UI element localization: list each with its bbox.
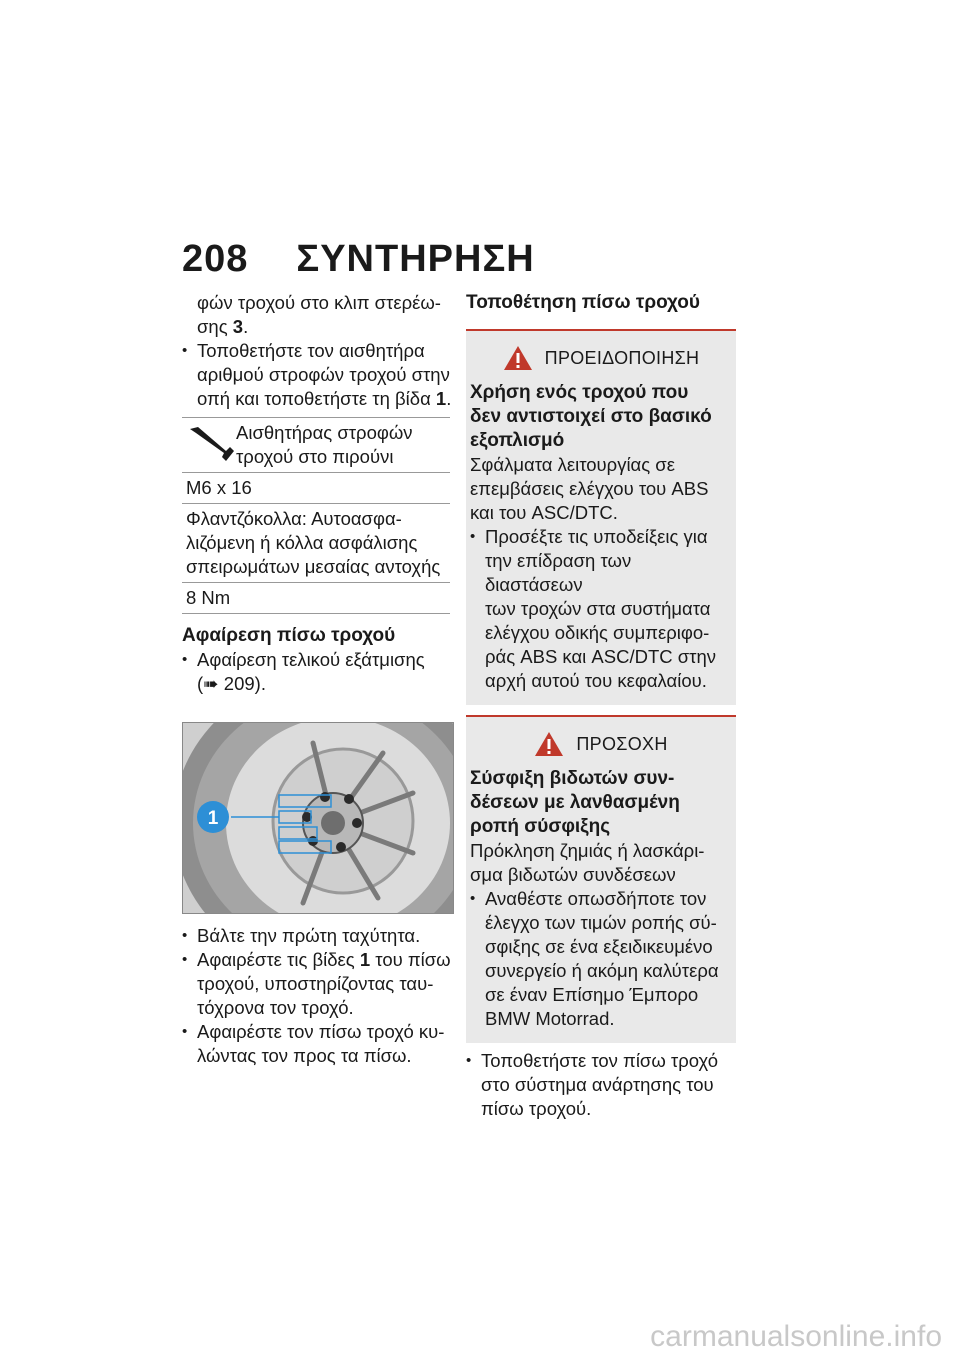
spec-row-sensor: Αισθητήρας στροφών τροχού στο πιρούνι [182, 418, 450, 473]
warning-notice: ΠΡΟΕΙΔΟΠΟΙΗΣΗ Χρήση ενός τροχού που δεν αντιστοιχεί στο βασικό εξοπλισμό Σφάλματα λειτουργίας σε επεμβάσεις ελέγχου του ABS και του ASC/DTC. • Προσέξτε τις υποδείξεις για την επίδραση των διαστάσεων των τροχών στα συστήματα ελέγχου οδικής συμπεριφο- ράς ABS και ASC/DTC στην αρχή αυτού του κεφαλαίου. [466, 329, 736, 705]
spec-row-adhesive: Φλαντζόκολλα: Αυτοασφα- λιζόμενη ή κόλλα ασφάλισης σπειρωμάτων μεσαίας αντοχής [182, 504, 450, 583]
caution-notice: ΠΡΟΣΟΧΗ Σύσφιξη βιδωτών συν- δέσεων με λανθασμένη ροπή σύσφιξης Πρόκληση ζημιάς ή λασκάρι- σμα βιδωτών συνδέσεων • Αναθέστε οπωσδήποτε τον έλεγχο των τιμών ροπής σύ- σφιξης σε ένα εξειδικευμένο συνεργείο ή ακόμη καλύτερα σε έναν Επίσημο Έμπορο BMW Motorrad. [466, 715, 736, 1043]
warning-label: ΠΡΟΕΙΔΟΠΟΙΗΣΗ [544, 348, 700, 368]
intro-line-2: σης 3. [197, 316, 249, 337]
page-number: 208 [182, 238, 249, 280]
roll-wheel-step: • Αφαιρέστε τον πίσω τροχό κυ- λώντας τον προς τα πίσω. [182, 1020, 452, 1068]
warning-instruction: • Προσέξτε τις υποδείξεις για την επίδραση των διαστάσεων των τροχών στα συστήματα ελέγχου οδικής συμπεριφο- ράς ABS και ASC/DTC στην αρχή αυτού του κεφαλαίου. [470, 525, 730, 693]
caution-instruction: • Αναθέστε οπωσδήποτε τον έλεγχο των τιμών ροπής σύ- σφιξης σε ένα εξειδικευμένο συνεργείο ή ακόμη καλύτερα σε έναν Επίσημο Έμπορο BMW Motorrad. [470, 887, 730, 1031]
torque-wrench-icon [186, 421, 236, 467]
first-gear-step: • Βάλτε την πρώτη ταχύτητα. [182, 924, 452, 948]
install-title: Τοποθέτηση πίσω τροχού [466, 292, 700, 313]
spec-row-thread: M6 x 16 [182, 473, 450, 504]
spec-row-torque: 8 Nm [182, 583, 450, 614]
chapter-title: ΣΥΝΤΗΡΗΣΗ [296, 238, 535, 280]
intro-line-1: φών τροχού στο κλιπ στερέω- [197, 292, 441, 313]
warning-triangle-icon [534, 731, 564, 757]
muffler-page-ref: (➠ 209). [197, 673, 266, 694]
page-header [182, 238, 535, 281]
callout-number: 1 [207, 808, 219, 829]
removal-title: Αφαίρεση πίσω τροχού [182, 625, 396, 646]
caution-label: ΠΡΟΣΟΧΗ [576, 734, 668, 754]
install-wheel-step: • Τοποθετήστε τον πίσω τροχό στο σύστημα ανάρτησης του πίσω τροχού. [466, 1049, 736, 1121]
rear-wheel-photo [182, 722, 454, 914]
install-sensor-step: • Τοποθετήστε τον αισθητήρα αριθμού στροφών τροχού στην οπή και τοποθετήστε τη βίδα 1. [182, 339, 452, 411]
remove-bolts-step: • Αφαιρέστε τις βίδες 1 του πίσω τροχού, υποστηρίζοντας ταυ- τόχρονα τον τροχό. [182, 948, 452, 1020]
remove-muffler-step: • Αφαίρεση τελικού εξάτμισης (➠ 209). [182, 648, 452, 696]
right-column [466, 291, 736, 1121]
warning-triangle-icon [503, 345, 533, 371]
watermark: carmanualsonline.info [650, 1320, 942, 1353]
left-column [182, 291, 452, 1068]
torque-spec-table [182, 417, 450, 614]
rear-wheel-illustration [183, 723, 453, 913]
